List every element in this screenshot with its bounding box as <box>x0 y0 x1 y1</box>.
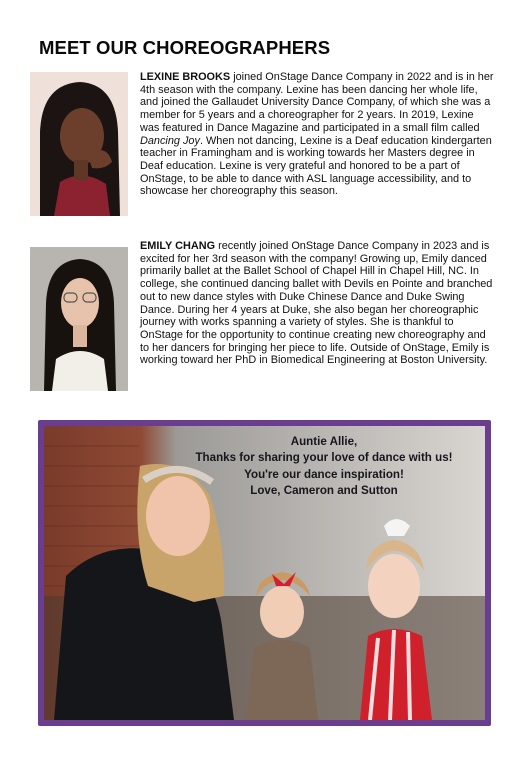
dedication-line-2: Thanks for sharing your love of dance with us! <box>195 451 453 465</box>
dedication-line-4: Love, Cameron and Sutton <box>250 483 398 497</box>
lexine-brooks-bio <box>140 71 494 198</box>
lexine-brooks-name: LEXINE BROOKS <box>140 71 231 83</box>
emily-chang-name: EMILY CHANG <box>140 240 216 252</box>
dedication-line-3: You're our dance inspiration! <box>244 467 404 481</box>
dedication-line-1: Auntie Allie, <box>290 435 358 448</box>
emily-chang-photo <box>30 247 128 391</box>
page-title: MEET OUR CHOREOGRAPHERS <box>39 37 331 58</box>
lexine-brooks-film-title: Dancing Joy <box>140 134 200 147</box>
emily-chang-bio-text: recently joined OnStage Dance Company in 2023 and is excited for her 3rd season with the company! Growing up, Emily danced primarily ballet at the Ballet School of Chapel Hill in Chapel Hill, NC. In college, she continued dancing ballet with Devils en Pointe and branched out to new dance styles with Duke Chinese Dance and Duke Swing Dance. During her 4 years at Duke, she also began her choreographic journey with works spanning a variety of styles. She is thankful to OnStage for the opportunity to continue creating new choreography and to her dancers for bringing her piece to life. Outside of OnStage, Emily is working toward her PhD in Biomedical Engineering at Boston University. <box>140 240 493 367</box>
lexine-brooks-bio-text-2: . When not dancing, Lexine is a Deaf education kindergarten teacher in Framingham and is working towards her Masters degree in Deaf education. Lexine is very grateful and honored to be a part of OnStage, to be able to dance with ASL language accessibility, and to showcase her choreography this season. <box>140 134 492 198</box>
lexine-brooks-bio-text-1: joined OnStage Dance Company in 2022 and is in her 4th season with the company. Lexine has been dancing her whole life, and joined the Gallaudet University Dance Company, of which she was a member for 5 years and a choreographer for 2 years. In 2019, Lexine was featured in Dance Magazine and participated in a small film called <box>140 71 494 134</box>
dedication-message <box>174 434 474 499</box>
dedication-photo <box>38 420 491 726</box>
lexine-brooks-photo <box>30 72 128 216</box>
emily-chang-bio <box>140 240 494 367</box>
